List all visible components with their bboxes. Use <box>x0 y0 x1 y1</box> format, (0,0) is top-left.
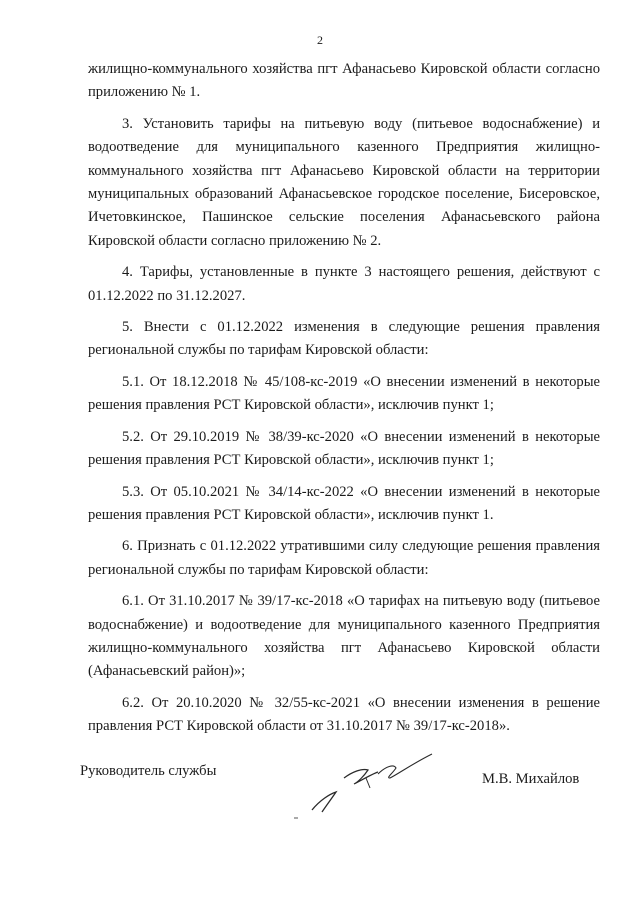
paragraph-item-5-3: 5.3. От 05.10.2021 № 34/14-кс-2022 «О внесении изменений в некоторые решения правления РСТ Кировской области», исключив пункт 1. <box>88 483 600 523</box>
paragraph-item-6-2: 6.2. От 20.10.2020 № 32/55-кс-2021 «О внесении изменения в решение правления РСТ Кировской области от 31.10.2017 № 39/17-кс-2018». <box>88 694 600 735</box>
paragraph-continuation: жилищно-коммунального хозяйства пгт Афанасьево Кировской области согласно приложению № 1. <box>88 61 600 101</box>
page-number: 2 <box>317 33 323 47</box>
signatory-role: Руководитель службы <box>80 763 217 779</box>
document-body <box>88 58 600 747</box>
paragraph-item-4: 4. Тарифы, установленные в пункте 3 настоящего решения, действуют с 01.12.2022 по 31.12.2027. <box>88 264 600 304</box>
handwritten-signature <box>282 748 442 838</box>
paragraph-item-3: 3. Установить тарифы на питьевую воду (питьевое водоснабжение) и водоотведение для муниципального казенного Предприятия жилищно-коммунального хозяйства пгт Афанасьево Кировской области на территории муниципальных образований Афанасьевское городское поселение, Бисеровское, Ичетовкинское, Пашинское сельские поселения Афанасьевского района Кировской области согласно приложению № 2. <box>88 115 600 249</box>
signatory-name: М.В. Михайлов <box>482 771 580 787</box>
paragraph-item-6: 6. Признать с 01.12.2022 утратившими силу следующие решения правления региональной службы по тарифам Кировской области: <box>88 538 600 578</box>
paragraph-item-5: 5. Внести с 01.12.2022 изменения в следующие решения правления региональной службы по тарифам Кировской области: <box>88 319 600 359</box>
paragraph-item-6-1: 6.1. От 31.10.2017 № 39/17-кс-2018 «О тарифах на питьевую воду (питьевое водоснабжение) и водоотведение для муниципального казенного Предприятия жилищно-коммунального хозяйства пгт Афанасьево Кировской области (Афанасьевский район)»; <box>88 593 600 680</box>
paragraph-item-5-1: 5.1. От 18.12.2018 № 45/108-кс-2019 «О внесении изменений в некоторые решения правления РСТ Кировской области», исключив пункт 1; <box>88 373 600 414</box>
paragraph-item-5-2: 5.2. От 29.10.2019 № 38/39-кс-2020 «О внесении изменений в некоторые решения правления РСТ Кировской области», исключив пункт 1; <box>88 428 600 469</box>
